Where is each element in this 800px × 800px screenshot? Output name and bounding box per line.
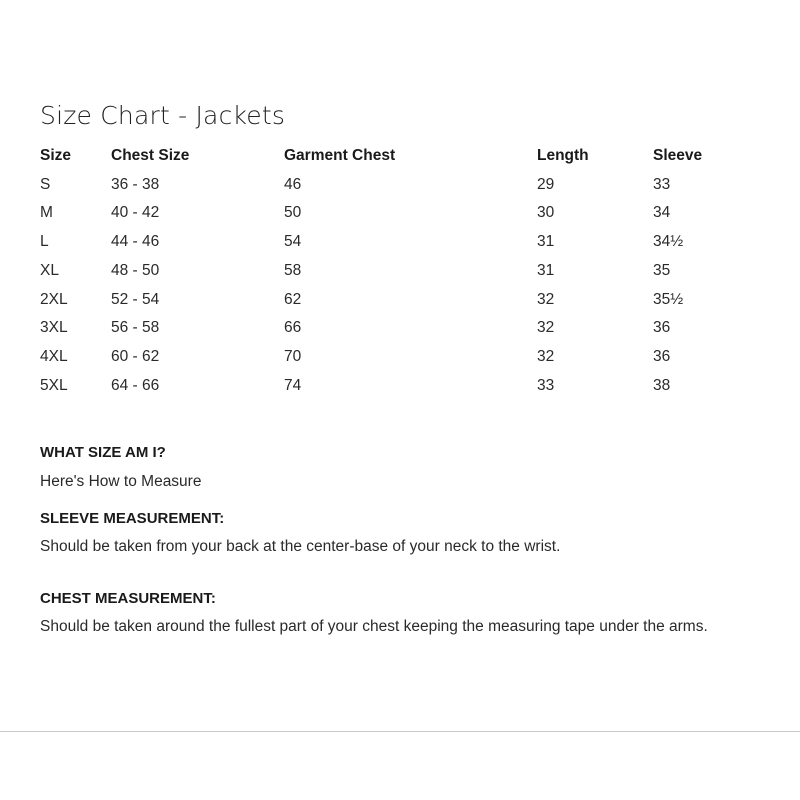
cell-chest-size: 60 - 62 [111,347,160,365]
table-row [40,286,760,315]
cell-size: 4XL [40,347,68,365]
cell-garment-chest: 74 [284,376,302,394]
table-header-row [40,142,760,171]
header-size: Size [40,147,72,164]
cell-sleeve: 33 [653,175,671,193]
cell-garment-chest: 66 [284,319,302,337]
cell-size: M [40,204,53,222]
table-row [40,372,760,401]
cell-length: 33 [537,376,555,394]
cell-length: 31 [537,261,555,279]
header-sleeve: Sleeve [653,147,703,164]
cell-length: 31 [537,233,555,251]
what-size-heading: WHAT SIZE AM I? [40,444,166,461]
chest-measurement-text: Should be taken around the fullest part of your chest keeping the measuring tape under the arms. [40,618,708,635]
cell-size: S [40,175,51,193]
header-length: Length [537,147,589,164]
cell-garment-chest: 58 [284,261,302,279]
header-garment-chest: Garment Chest [284,147,396,164]
cell-chest-size: 44 - 46 [111,233,160,251]
sleeve-measurement-heading: SLEEVE MEASUREMENT: [40,510,225,527]
cell-garment-chest: 54 [284,233,302,251]
bottom-divider [0,731,800,732]
cell-sleeve: 35 [653,261,671,279]
table-row [40,343,760,372]
cell-sleeve: 34½ [653,233,684,251]
size-chart-table [40,142,760,400]
cell-size: 2XL [40,290,68,308]
cell-length: 29 [537,175,555,193]
cell-garment-chest: 70 [284,347,302,365]
page-title: Size Chart - Jackets [40,101,286,130]
table-row [40,171,760,200]
cell-length: 32 [537,290,555,308]
table-row [40,199,760,228]
cell-chest-size: 40 - 42 [111,204,160,222]
cell-size: 5XL [40,376,68,394]
cell-sleeve: 38 [653,376,671,394]
cell-length: 32 [537,347,555,365]
cell-sleeve: 36 [653,347,671,365]
cell-size: 3XL [40,319,68,337]
cell-garment-chest: 62 [284,290,302,308]
cell-chest-size: 56 - 58 [111,319,160,337]
table-row [40,228,760,257]
cell-sleeve: 36 [653,319,671,337]
header-chest-size: Chest Size [111,147,190,164]
cell-length: 30 [537,204,555,222]
cell-chest-size: 52 - 54 [111,290,160,308]
chest-measurement-heading: CHEST MEASUREMENT: [40,590,216,607]
cell-sleeve: 34 [653,204,671,222]
cell-chest-size: 64 - 66 [111,376,160,394]
how-to-measure-text: Here's How to Measure [40,473,202,490]
sleeve-measurement-text: Should be taken from your back at the center-base of your neck to the wrist. [40,538,561,555]
cell-sleeve: 35½ [653,290,684,308]
cell-chest-size: 48 - 50 [111,261,160,279]
cell-length: 32 [537,319,555,337]
cell-garment-chest: 46 [284,175,302,193]
cell-size: L [40,233,49,251]
cell-garment-chest: 50 [284,204,302,222]
table-row [40,314,760,343]
table-row [40,257,760,286]
cell-chest-size: 36 - 38 [111,175,160,193]
cell-size: XL [40,261,59,279]
